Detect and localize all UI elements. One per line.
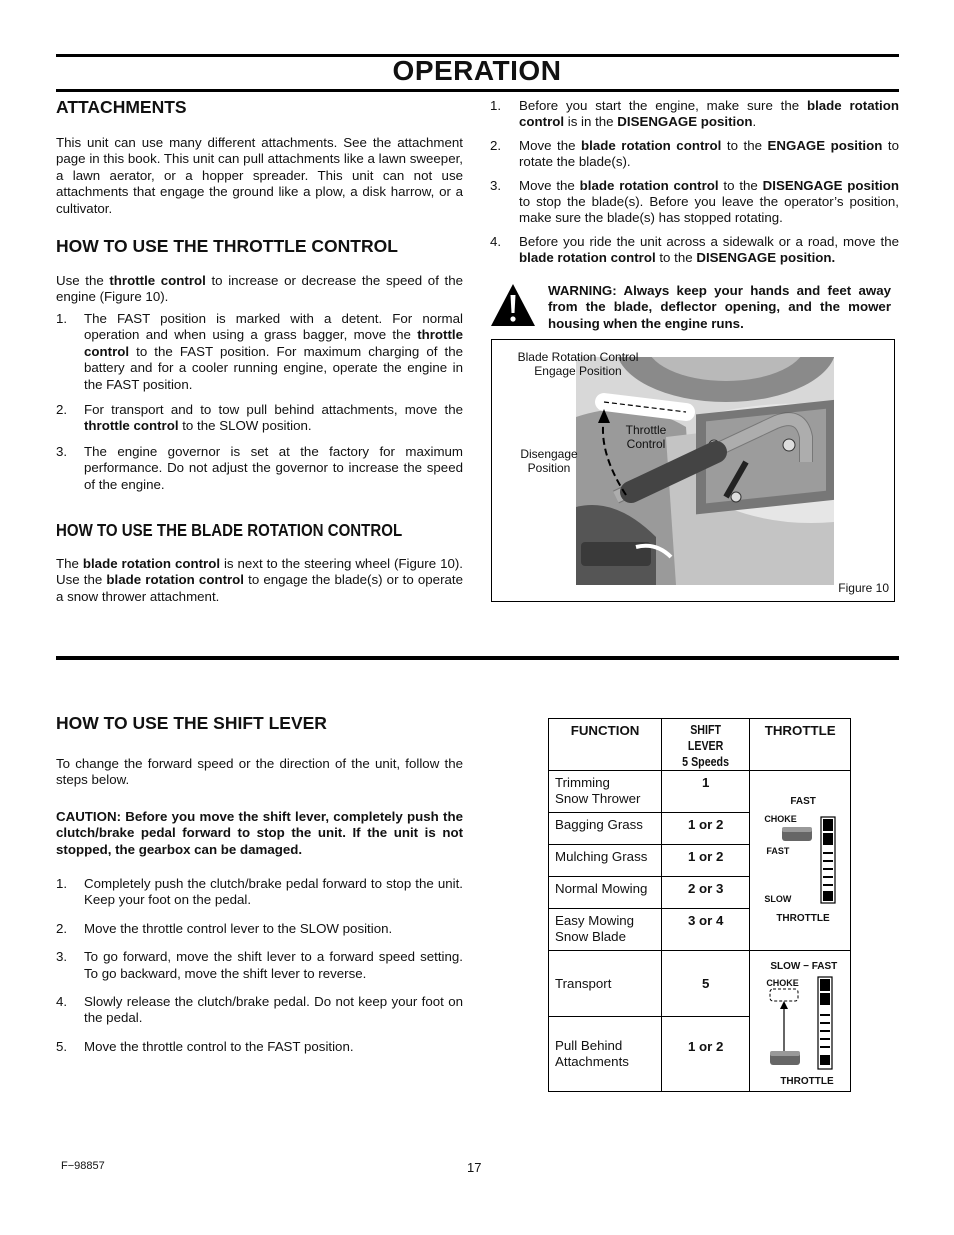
shift-steps [56, 876, 463, 1055]
list-item: 4. Slowly release the clutch/brake pedal. Do not keep your foot on the pedal. [56, 994, 463, 1026]
figure-10 [491, 339, 895, 602]
throttle-label: Throttle Control [625, 423, 667, 451]
col-shift-lever: SHIFT LEVER 5 Speeds [662, 719, 750, 771]
blade-body: The blade rotation control is next to the steering wheel (Figure 10). Use the blade rotation control to engage the blade(s) or to operate a snow thrower attachment. [56, 556, 463, 604]
list-item: 2. Move the throttle control lever to the SLOW position. [56, 920, 393, 936]
col-function: FUNCTION [549, 719, 662, 771]
list-item: 3. To go forward, move the shift lever to a forward speed setting. To go backward, move the shift lever to reverse. [56, 949, 463, 981]
page-number: 17 [467, 1160, 482, 1175]
table-header-row [549, 719, 851, 771]
disengage-label: Disengage Position [520, 447, 578, 475]
list-item: 5. Move the throttle control to the FAST position. [56, 1038, 354, 1054]
page-title: OPERATION [392, 55, 562, 86]
section-rule [56, 656, 899, 660]
blade-heading: HOW TO USE THE BLADE ROTATION CONTROL [56, 520, 403, 540]
throttle-range-cell [750, 951, 851, 1092]
throttle-slow-label: SLOW [764, 894, 792, 904]
warning-icon [490, 283, 536, 327]
throttle-steps [56, 311, 463, 493]
table-row: Transport 5 SLOW − FAST CHOKE THROTTLE [549, 951, 851, 1017]
throttle-fast-label: FAST [790, 796, 816, 807]
attachments-heading: ATTACHMENTS [56, 97, 187, 117]
engage-label: Blade Rotation Control Engage Position [517, 350, 639, 378]
list-item: 2. For transport and to tow pull behind attachments, move the throttle control to the SLOW position. [56, 402, 463, 434]
title-rule [56, 89, 899, 92]
list-item: 2. Move the blade rotation control to the ENGAGE position to rotate the blade(s). [490, 137, 899, 170]
list-item: 3. Move the blade rotation control to the DISENGAGE position to stop the blade(s). Before you leave the operator’s position, make sure the blade(s) has stopped rotating. [490, 177, 899, 226]
list-item: 1. The FAST position is marked with a detent. For normal operation and when using a grass bagger, move the throttle control to the FAST position. For maximum charging of the battery and for a cooler running engine, operate the engine in the FAST position. [56, 311, 463, 392]
list-item: 1. Before you start the engine, make sure the blade rotation control is in the DISENGAGE position. [490, 98, 899, 130]
shift-lever-table [548, 718, 851, 1092]
shift-heading: HOW TO USE THE SHIFT LEVER [56, 713, 327, 733]
table-row: Trimming Snow Thrower 1 FAST CHOKE FAST SLOW THROTTLE [549, 771, 851, 813]
blade-control-illustration [576, 357, 834, 585]
throttle-fast2-label: FAST [766, 846, 790, 856]
figure-caption: Figure 10 [838, 580, 889, 595]
footer-code: F−98857 [61, 1160, 105, 1172]
throttle-fast-caption: THROTTLE [776, 913, 830, 924]
table-row: Mulching Grass 1 or 2 [549, 845, 851, 877]
table-row: Pull Behind Attachments 1 or 2 [549, 1017, 851, 1092]
throttle-range-label: SLOW − FAST [770, 961, 838, 972]
throttle-range-caption: THROTTLE [780, 1076, 834, 1087]
throttle-choke-label: CHOKE [764, 814, 797, 824]
attachments-body: This unit can use many different attachments. See the attachment page in this book. This unit can pull attachments like a lawn sweeper, a lawn aerator, or a hopper spreader. This unit can not use attachments that engage the ground like a plow, a disk harrow, or a cultivator. [56, 135, 463, 216]
throttle-choke2-label: CHOKE [766, 978, 799, 988]
throttle-heading: HOW TO USE THE THROTTLE CONTROL [56, 236, 398, 256]
col-throttle: THROTTLE [750, 719, 851, 771]
shift-caution: CAUTION: Before you move the shift lever, completely push the clutch/brake pedal forward to stop the unit. If the unit is not stopped, the gearbox can be damaged. [56, 809, 463, 857]
list-item: 3. The engine governor is set at the factory for maximum performance. Do not adjust the governor to increase the speed of the engine. [56, 443, 463, 492]
table-row: Bagging Grass 1 or 2 [549, 813, 851, 845]
table-row: Easy Mowing Snow Blade 3 or 4 [549, 909, 851, 951]
blade-steps [490, 98, 899, 267]
warning-text: WARNING: Always keep your hands and feet away from the blade, deflector opening, and the mower housing when the engine runs. [548, 283, 891, 331]
throttle-range-icon [764, 975, 844, 1071]
throttle-fast-cell [750, 771, 851, 951]
throttle-fast-icon [764, 813, 844, 905]
list-item: 1. Completely push the clutch/brake pedal forward to stop the unit. Keep your foot on the pedal. [56, 876, 463, 908]
table-row: Normal Mowing 2 or 3 [549, 877, 851, 909]
throttle-intro: Use the throttle control to increase or decrease the speed of the engine (Figure 10). [56, 273, 463, 305]
list-item: 4. Before you ride the unit across a sidewalk or a road, move the blade rotation control to the DISENGAGE position. [490, 233, 899, 266]
shift-intro: To change the forward speed or the direction of the unit, follow the steps below. [56, 756, 463, 788]
